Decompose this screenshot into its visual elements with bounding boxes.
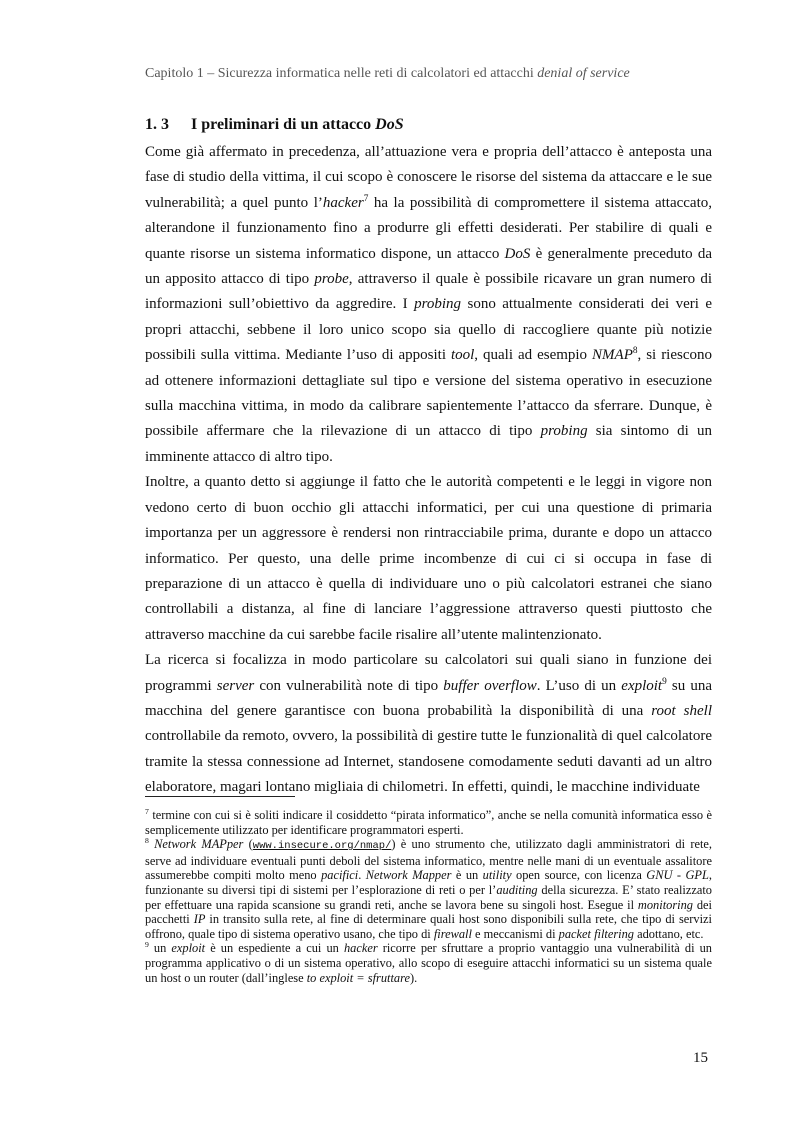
text-italic: IP: [193, 912, 206, 927]
text-run: ) è uno strumento che, utilizzato dagli amministratori di rete, serve ad individuare eventuali punti deboli del sistema informatico, mentre nelle mani di un eventuale assalitore assumerebbe compiti molto meno: [145, 837, 712, 883]
text-run: ha la possibilità di compromettere il sistema attaccato, alterandone il funzionamento fino a produrre gli effetti desiderati. Per stabilire di quali e quante risorse un sistema informatico dispone, un attacco: [145, 194, 712, 262]
text-italic: probe: [314, 271, 349, 288]
text-italic: GNU - GPL: [646, 868, 709, 883]
footnote-marker: 8: [145, 836, 149, 846]
text-italic: probing: [414, 296, 462, 313]
page-number: 15: [693, 1050, 708, 1066]
text-run: dei pacchetti: [145, 897, 712, 927]
text-run: in transito sulla rete, al fine di determinare quali host sono disponibili sulla rete, che tipo di servizi offrono, quale tipo di sistema operativo usano, che tipo di: [145, 912, 712, 941]
nmap-link[interactable]: www.insecure.org/nmap/: [252, 840, 392, 853]
text-run: ).: [409, 970, 418, 985]
paragraph-3: [145, 648, 712, 800]
text-italic: auditing: [496, 882, 538, 897]
running-header-italic: denial of service: [537, 66, 630, 81]
text-run: è un espediente a cui un: [205, 941, 344, 956]
text-italic: packet filtering: [558, 926, 634, 941]
text-italic: probing: [540, 423, 588, 440]
text-run: open source, con licenza: [511, 868, 647, 883]
paragraph-1: [145, 140, 712, 470]
text-run: con vulnerabilità note di tipo: [254, 677, 444, 694]
running-header-text: Capitolo 1 – Sicurezza informatica nelle reti di calcolatori ed attacchi: [145, 66, 538, 81]
text-italic: hacker: [322, 194, 364, 211]
footnote-8: [145, 837, 712, 941]
text-run: e meccanismi di: [471, 926, 559, 941]
footnote-divider: [145, 796, 295, 797]
body-text: [145, 140, 712, 801]
text-run: , funzionante su diversi tipi di sistemi per l’esplorazione di reti o per l’: [145, 868, 712, 897]
footnote-marker: 9: [145, 940, 149, 950]
text-run: sia sintomo di un imminente attacco di altro tipo.: [145, 423, 712, 465]
text-run: Come già affermato in precedenza, all’attuazione vera e propria dell’attacco è anteposta una fase di studio della vittima, il cui scopo è conoscere le risorse del sistema da attaccare e le sue vulnerabilità; a quel punto l’: [145, 144, 712, 211]
text-italic: DoS: [504, 245, 531, 262]
text-italic: tool: [450, 347, 475, 364]
text-italic: hacker: [343, 941, 378, 956]
text-italic: pacifici: [321, 868, 359, 883]
text-run: , quali ad esempio: [474, 347, 593, 364]
text-run: sono attualmente considerati dei veri e propri attacchi, sebbene il loro unico scopo sia quello di raccogliere quante più notizie possibili sulla vittima. Mediante l’uso di appositi: [145, 296, 712, 364]
text-run: controllabile da remoto, ovvero, la possibilità di gestire tutte le funzionalità di quel calcolatore tramite la stessa connessione ad Internet, standosene comodamente seduti davanti ad un altro elaboratore, magari lontano migliaia di chilometri. In effetti, quindi, le macchine individuate: [145, 728, 712, 796]
text-italic: to exploit = sfruttare: [306, 970, 410, 985]
text-run: un: [148, 941, 172, 956]
text-run: .: [358, 868, 366, 883]
paragraph-2: Inoltre, a quanto detto si aggiunge il fatto che le autorità competenti e le leggi in vigore non vedono certo di buon occhio gli attacchi informatici, per cui una questione di primaria importanza per un aggressore è rendersi non rintracciabile prima, durante e dopo un attacco informatico. Per questo, una delle prime incombenze di cui ci si occupa in fase di preparazione di un attacco è quella di individuare uno o più calcolatori estranei che siano controllabili a distanza, al fine di lanciare l’aggressione attraverso questi piuttosto che attraverso macchine da cui sarebbe facile risalire all’utente malintenzionato.: [145, 474, 712, 643]
text-run: ricorre per sfruttare a proprio vantaggio una vulnerabilità di un programma applicativo o di un sistema operativo, allo scopo di eseguire attacchi informatici su un sistema quale un host o un router (dall’inglese: [145, 941, 712, 985]
footnote-marker: 7: [145, 806, 149, 816]
section-title-italic: DoS: [375, 116, 404, 133]
footnote-ref-9: 9: [662, 676, 667, 687]
text-run: , attraverso il quale è possibile ricavare un gran numero di informazioni sull’obiettivo da aggredire. I: [145, 271, 712, 313]
text-run: (: [243, 837, 253, 852]
text-run: termine con cui si è soliti indicare il cosiddetto “pirata informatico”, anche se nella comunità informatica esso è semplicemente utilizzato per identificare programmatori esperti.: [145, 808, 712, 837]
running-header: [145, 66, 630, 82]
footnote-ref-8: 8: [632, 346, 638, 357]
text-italic: exploit: [621, 677, 663, 694]
text-italic: buffer overflow: [443, 677, 537, 694]
section-title-text: I preliminari di un attacco: [191, 116, 376, 133]
text-italic: NMAP: [592, 347, 633, 364]
text-italic: Network MAPper: [154, 837, 244, 852]
text-run: La ricerca si focalizza in modo particolare su calcolatori sui quali siano in funzione dei programmi: [145, 652, 712, 694]
text-run: . L’uso di un: [536, 677, 622, 694]
text-run: della sicurezza. E’ stato realizzato per effettuare una rapida scansione su grandi reti, anche se lavora bene su singoli host. Esegue il: [145, 882, 712, 912]
text-italic: server: [216, 677, 255, 694]
text-run: è un: [451, 868, 483, 883]
section-number: 1. 3: [145, 116, 169, 133]
section-heading: [145, 116, 404, 134]
text-run: adottano, etc.: [634, 926, 704, 941]
text-run: , si riescono ad ottenere informazioni dettagliate sul tipo e versione del sistema operativo in esecuzione sulla macchina vittima, in modo da calibrare sapientemente l’attacco da sferrare. Dunque, è possibile affermare che la rilevazione di un attacco di tipo: [145, 347, 713, 440]
text-italic: utility: [482, 868, 512, 883]
footnote-7: [145, 808, 712, 837]
text-italic: monitoring: [637, 897, 693, 912]
text-italic: firewall: [433, 926, 472, 941]
text-run: su una macchina del genere garantisce con buona probabilità la disponibilità di una: [145, 677, 713, 719]
text-run: è generalmente preceduto da un apposito attacco di tipo: [145, 245, 712, 288]
text-italic: exploit: [171, 941, 206, 956]
footnotes: [145, 808, 712, 985]
text-italic: root shell: [651, 702, 712, 719]
footnote-ref-7: 7: [363, 193, 369, 204]
text-italic: Network Mapper: [365, 868, 452, 883]
footnote-9: [145, 941, 712, 985]
